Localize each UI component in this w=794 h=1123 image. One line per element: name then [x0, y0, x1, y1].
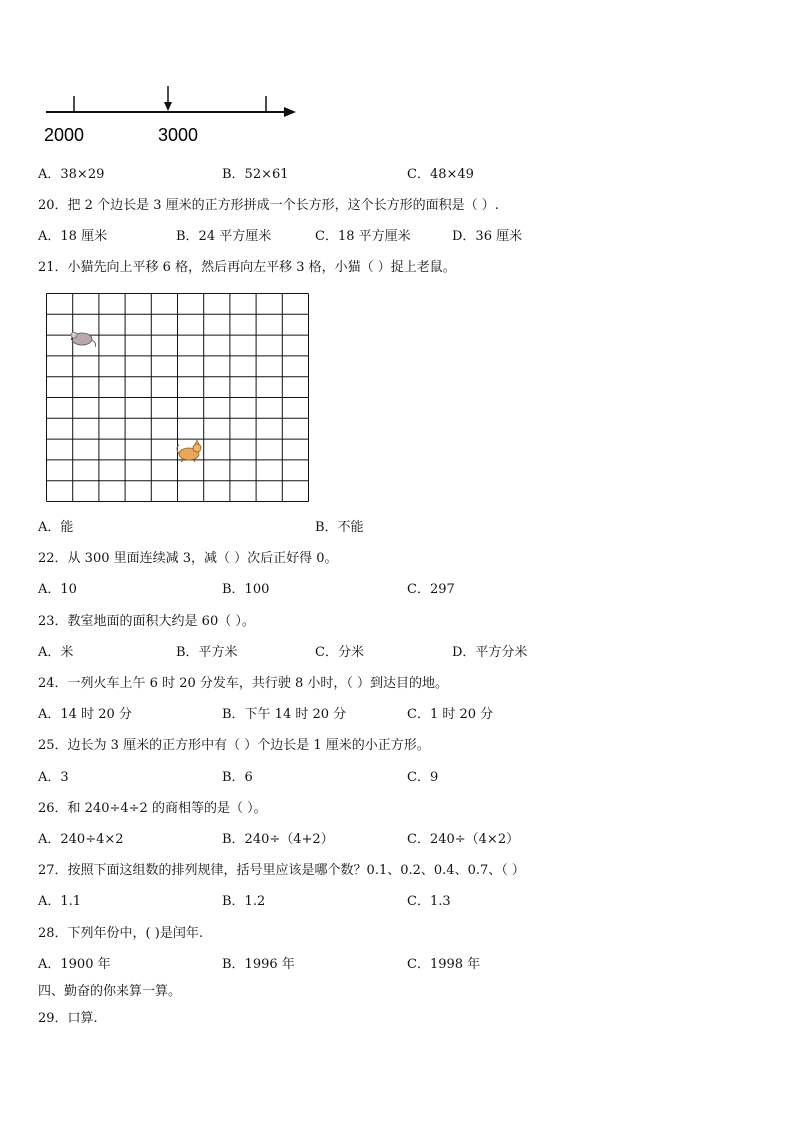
q29-stem: 29．口算.	[38, 1011, 98, 1026]
q28-option-b[interactable]: B．1996 年	[222, 957, 295, 972]
q21-stem: 21．小猫先向上平移 6 格，然后再向左平移 3 格，小猫（ ）捉上老鼠。	[38, 260, 456, 275]
q23-option-c[interactable]: C．分米	[315, 645, 364, 660]
q23-option-d[interactable]: D．平方分米	[452, 645, 528, 660]
number-line-arrowhead	[284, 107, 296, 117]
q19-option-c[interactable]: C．48×49	[407, 167, 474, 182]
q20-stem: 20．把 2 个边长是 3 厘米的正方形拼成一个长方形，这个长方形的面积是（ ）.	[38, 198, 499, 213]
label-3000: 3000	[158, 125, 199, 145]
q24-option-b[interactable]: B．下午 14 时 20 分	[222, 707, 347, 722]
q20-option-c[interactable]: C．18 平方厘米	[315, 229, 411, 244]
q20-option-a[interactable]: A．18 厘米	[38, 229, 108, 244]
q21-option-b[interactable]: B．不能	[315, 520, 364, 535]
q22-option-b[interactable]: B．100	[222, 582, 270, 597]
q28-option-a[interactable]: A．1900 年	[38, 957, 111, 972]
q26-option-c[interactable]: C．240÷（4×2）	[407, 832, 520, 847]
q27-option-c[interactable]: C．1.3	[407, 894, 451, 909]
q23-option-b[interactable]: B．平方米	[176, 645, 238, 660]
label-2000: 2000	[44, 125, 85, 145]
q27-option-b[interactable]: B．1.2	[222, 894, 266, 909]
q26-stem: 26．和 240÷4÷2 的商相等的是（ ）。	[38, 801, 267, 816]
q19-option-b[interactable]: B．52×61	[222, 167, 289, 182]
q25-option-c[interactable]: C．9	[407, 770, 439, 785]
q19-option-a[interactable]: A．38×29	[38, 167, 105, 182]
q23-stem: 23．教室地面的面积大约是 60（ ）。	[38, 614, 255, 629]
q23-option-a[interactable]: A．米	[38, 645, 74, 660]
q25-option-a[interactable]: A．3	[38, 770, 69, 785]
q22-option-a[interactable]: A．10	[38, 582, 77, 597]
q21-option-a[interactable]: A．能	[38, 520, 74, 535]
q24-option-a[interactable]: A．14 时 20 分	[38, 707, 132, 722]
q25-option-b[interactable]: B．6	[222, 770, 253, 785]
q22-stem: 22．从 300 里面连续减 3，减（ ）次后正好得 0。	[38, 551, 338, 566]
cat-icon	[177, 440, 201, 462]
q27-stem: 27．按照下面这组数的排列规律，括号里应该是哪个数？0.1、0.2、0.4、0.7、（ ）	[38, 863, 525, 878]
pointer-arrow-head	[164, 102, 172, 111]
q25-stem: 25．边长为 3 厘米的正方形中有（ ）个边长是 1 厘米的小正方形。	[38, 738, 430, 753]
q21-grid	[46, 293, 309, 502]
q24-option-c[interactable]: C．1 时 20 分	[407, 707, 494, 722]
q22-option-c[interactable]: C．297	[407, 582, 455, 597]
q20-option-b[interactable]: B．24 平方厘米	[176, 229, 272, 244]
q26-option-a[interactable]: A．240÷4×2	[38, 832, 124, 847]
q28-stem: 28．下列年份中，( )是闰年.	[38, 926, 203, 941]
q20-option-d[interactable]: D．36 厘米	[452, 229, 523, 244]
number-line-figure	[40, 82, 310, 152]
q27-option-a[interactable]: A．1.1	[38, 894, 82, 909]
section-4-heading: 四、勤奋的你来算一算。	[38, 984, 182, 999]
mouse-icon	[71, 332, 96, 347]
q28-option-c[interactable]: C．1998 年	[407, 957, 481, 972]
q26-option-b[interactable]: B．240÷（4+2）	[222, 832, 334, 847]
q24-stem: 24．一列火车上午 6 时 20 分发车，共行驶 8 小时，（ ）到达目的地。	[38, 676, 449, 691]
